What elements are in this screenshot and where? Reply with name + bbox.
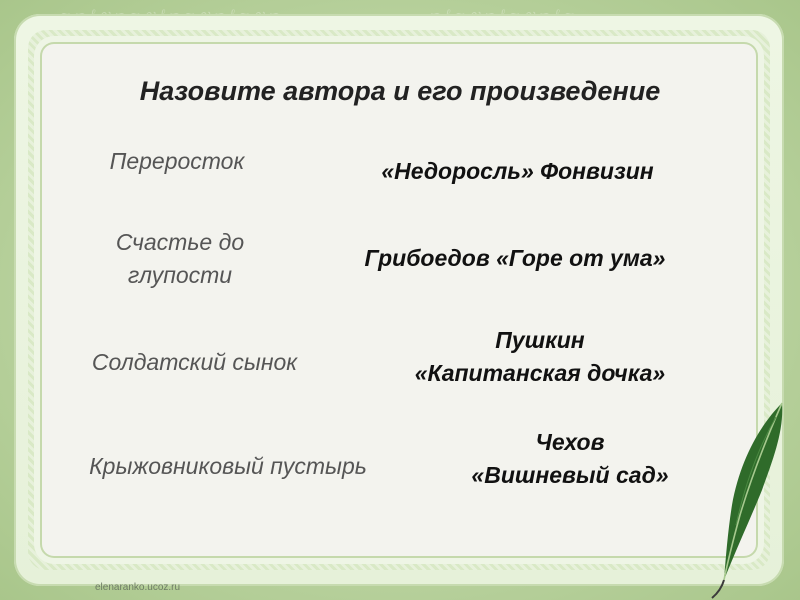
clue-3 [62, 346, 327, 379]
feather-quill-icon [690, 395, 800, 600]
clue-4-line-1: Крыжовниковый пустырь [89, 453, 367, 479]
slide-title: Назовите автора и его произведение [139, 76, 661, 106]
answer-4-line-1: Чехов [535, 429, 605, 455]
answer-3-line-2: «Капитанская дочка» [414, 360, 666, 387]
clue-2 [85, 226, 275, 293]
footer-source: elenaranko.ucoz.ru [95, 582, 181, 593]
answer-4-line-2: «Вишневый сад» [471, 462, 669, 489]
clue-3-line-1: Солдатский сынок [91, 349, 298, 375]
clue-1-line-1: Переросток [109, 148, 245, 174]
answer-2 [330, 242, 700, 275]
answer-3-line-1: Пушкин [495, 327, 585, 353]
answer-1 [345, 155, 690, 188]
clue-1 [92, 145, 262, 178]
answer-2-line-1: Грибоедов «Горе от ума» [364, 245, 666, 271]
answer-3 [370, 324, 710, 391]
answer-1-line-1: «Недоросль» Фонвизин [381, 158, 654, 184]
clue-4 [48, 450, 408, 483]
answer-4 [420, 426, 720, 493]
clue-2-line-2: глупости [127, 262, 233, 289]
clue-2-line-1: Счастье до [115, 229, 245, 255]
